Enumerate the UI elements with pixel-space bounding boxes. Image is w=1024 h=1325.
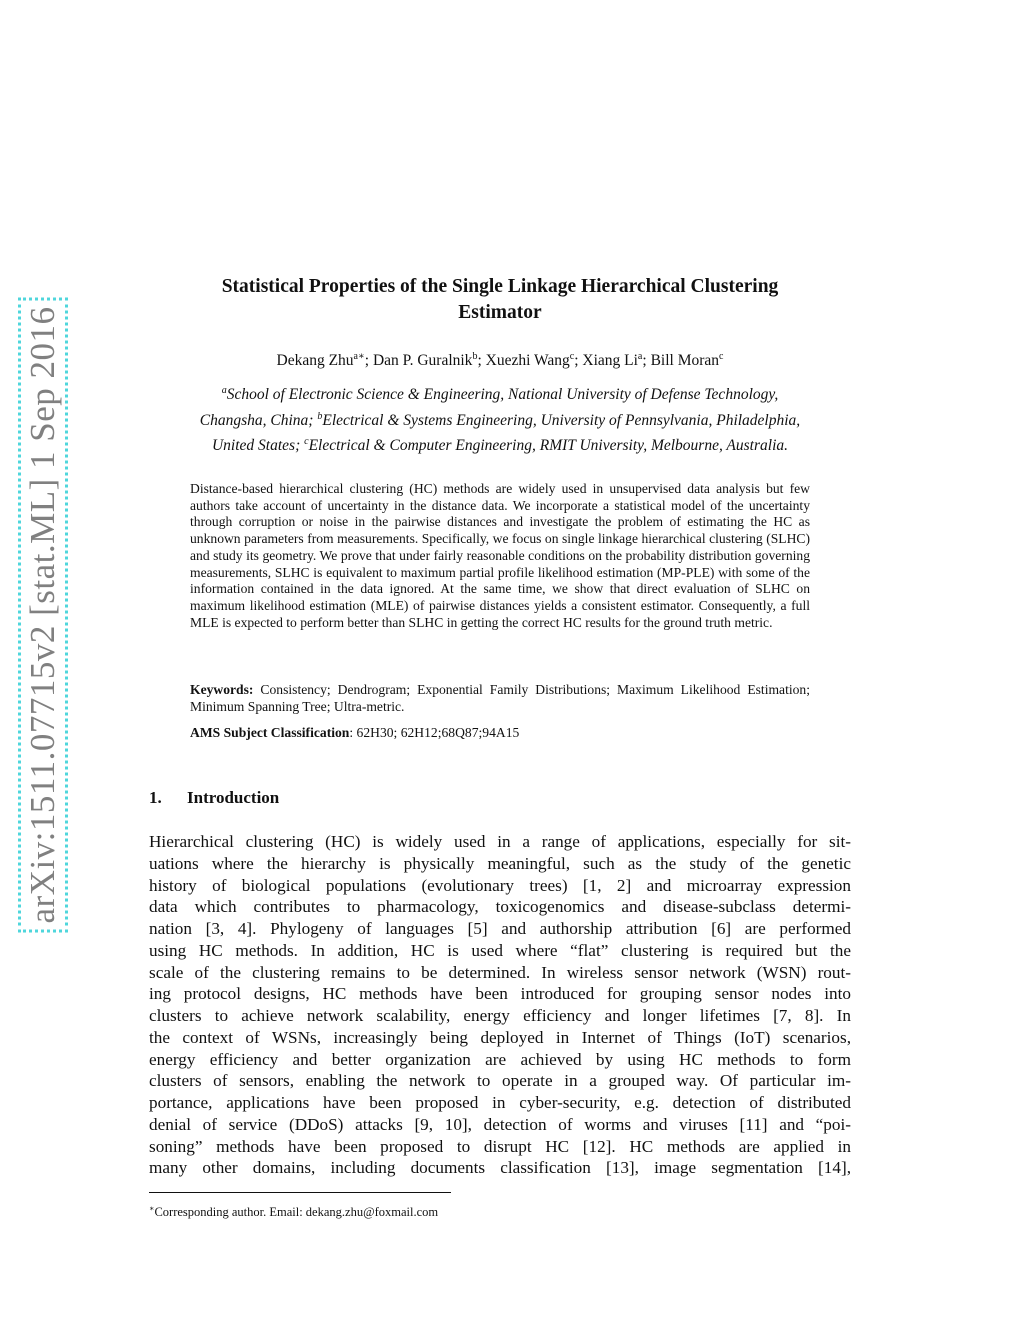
affiliation-sup: a	[221, 385, 227, 396]
paragraph-line: nation [3, 4]. Phylogeny of languages [5] and authorship attribution [6] are performed	[149, 919, 851, 938]
paragraph-line: data which contributes to pharmacology, toxicogenomics and disease-subclass determi-	[149, 897, 851, 917]
author-name: Dekang Zhu	[276, 352, 354, 370]
footnote	[149, 1201, 849, 1220]
author-sep: ;	[574, 352, 583, 370]
affiliation-sup: c	[304, 436, 309, 448]
paragraph-line: soning” methods have been proposed to disrupt HC [12]. HC methods are applied in	[149, 1136, 851, 1156]
author-sep: ;	[364, 352, 373, 370]
author-name: Xuezhi Wang	[485, 352, 570, 370]
paper-title-line2: Estimator	[458, 302, 542, 323]
affiliation-text: Changsha, China;	[199, 411, 318, 429]
affiliation-line	[140, 380, 860, 406]
abstract: Distance-based hierarchical clustering (HC) methods are widely used in unsupervised data analysis but few authors take account of uncertainty in the distance data. We incorporate a statistical model of the uncertainty through corruption or noise in the pairwise distances and investigate the problem of estimating the HC as unknown parameters from measurements. Specifically, we focus on single linkage hierarchical clustering (SLHC) and study its geometry. We prove that under fairly reasonable conditions on the probability distribution governing measurements, SLHC is equivalent to maximum partial profile likelihood estimation (MP-PLE) with some of the information contained in the data ignored. At the same time, we show that direct evaluation of SLHC on maximum likelihood estimation (MLE) of pairwise distances yields a consistent estimator. Consequently, a full MLE is expected to perform better than SLHC in getting the correct HC results for the ground truth metric.	[190, 481, 810, 630]
author-name: Bill Moran	[650, 352, 720, 370]
affiliation-text: Electrical & Systems Engineering, University of Pennsylvania, Philadelphia,	[322, 411, 801, 429]
keywords-text: Consistency; Dendrogram; Exponential Family Distributions; Maximum Likelihood Estimation; Minimum Spanning Tree; Ultra-metric.	[190, 682, 810, 714]
paragraph-line: the context of WSNs, increasingly being deployed in Internet of Things (IoT) scenarios,	[149, 1027, 851, 1047]
ams-classification	[190, 725, 810, 742]
paragraph-line: energy efficiency and better organization are achieved by using HC methods to form	[149, 1049, 851, 1069]
paragraph-line: denial of service (DDoS) attacks [9, 10], detection of worms and viruses [11] and “poi-	[149, 1114, 851, 1134]
author-list	[150, 346, 850, 372]
affiliation-text: Electrical & Computer Engineering, RMIT University, Melbourne, Australia.	[308, 437, 789, 455]
author-sep: ;	[642, 352, 651, 370]
paragraph-line: clusters to achieve network scalability, energy efficiency and longer lifetimes [7, 8]. In	[149, 1006, 851, 1025]
author-name: Dan P. Guralnik	[372, 352, 473, 370]
keywords-label: Keywords:	[190, 682, 254, 697]
ams-label: AMS Subject Classification	[190, 725, 350, 740]
arxiv-stamp-text[interactable]: arXiv:1511.07715v2 [stat.ML] 1 Sep 2016	[23, 302, 63, 927]
affiliations	[140, 380, 860, 457]
paragraph-line: uations where the hierarchy is physically meaningful, such as the study of the genetic	[149, 853, 851, 873]
paragraph-line: scale of the clustering remains to be determined. In wireless sensor network (WSN) rout-	[149, 962, 851, 982]
affiliation-text: School of Electronic Science & Engineering, National University of Defense Technology,	[226, 386, 779, 404]
section-heading	[149, 787, 749, 809]
paragraph-line: Hierarchical clustering (HC) is widely used in a range of applications, especially for sit-	[149, 832, 851, 851]
footnote-mark: ∗	[149, 1204, 155, 1213]
footnote-divider	[149, 1192, 451, 1193]
paragraph-line: ing protocol designs, HC methods have been introduced for grouping sensor nodes into	[149, 984, 851, 1004]
affiliation-sup: b	[317, 410, 323, 422]
paper-title-line1: Statistical Properties of the Single Linkage Hierarchical Clustering	[221, 276, 779, 297]
author-sup: b	[472, 351, 478, 362]
paragraph-line: using HC methods. In addition, HC is used where “flat” clustering is required but the	[149, 940, 851, 960]
affiliation-line	[140, 406, 860, 432]
paragraph-line: many other domains, including documents classification [13], image segmentation [14],	[149, 1158, 851, 1178]
arxiv-stamp	[17, 306, 69, 924]
paragraph-line: portance, applications have been proposed in cyber-security, e.g. detection of distributed	[149, 1093, 851, 1112]
section-number: 1.	[149, 788, 162, 807]
ams-text: : 62H30; 62H12;68Q87;94A15	[349, 725, 520, 740]
keywords	[190, 682, 810, 715]
footnote-text: Corresponding author. Email: dekang.zhu@foxmail.com	[154, 1205, 439, 1220]
author-name: Xiang Li	[582, 352, 638, 370]
affiliation-line	[140, 431, 860, 457]
paragraph-line: clusters of sensors, enabling the network to operate in a grouped way. Of particular im-	[149, 1071, 851, 1091]
author-sup: a	[637, 351, 643, 362]
author-sup: c	[569, 351, 575, 362]
paragraph-line: history of biological populations (evolutionary trees) [1, 2] and microarray expression	[149, 875, 851, 895]
intro-paragraph	[149, 831, 851, 1179]
section-title: Introduction	[187, 788, 280, 807]
author-sep: ;	[477, 352, 486, 370]
author-sup: c	[719, 351, 724, 362]
author-sup: a∗	[353, 351, 365, 362]
paper-title	[150, 274, 850, 326]
affiliation-text: United States;	[211, 437, 305, 455]
